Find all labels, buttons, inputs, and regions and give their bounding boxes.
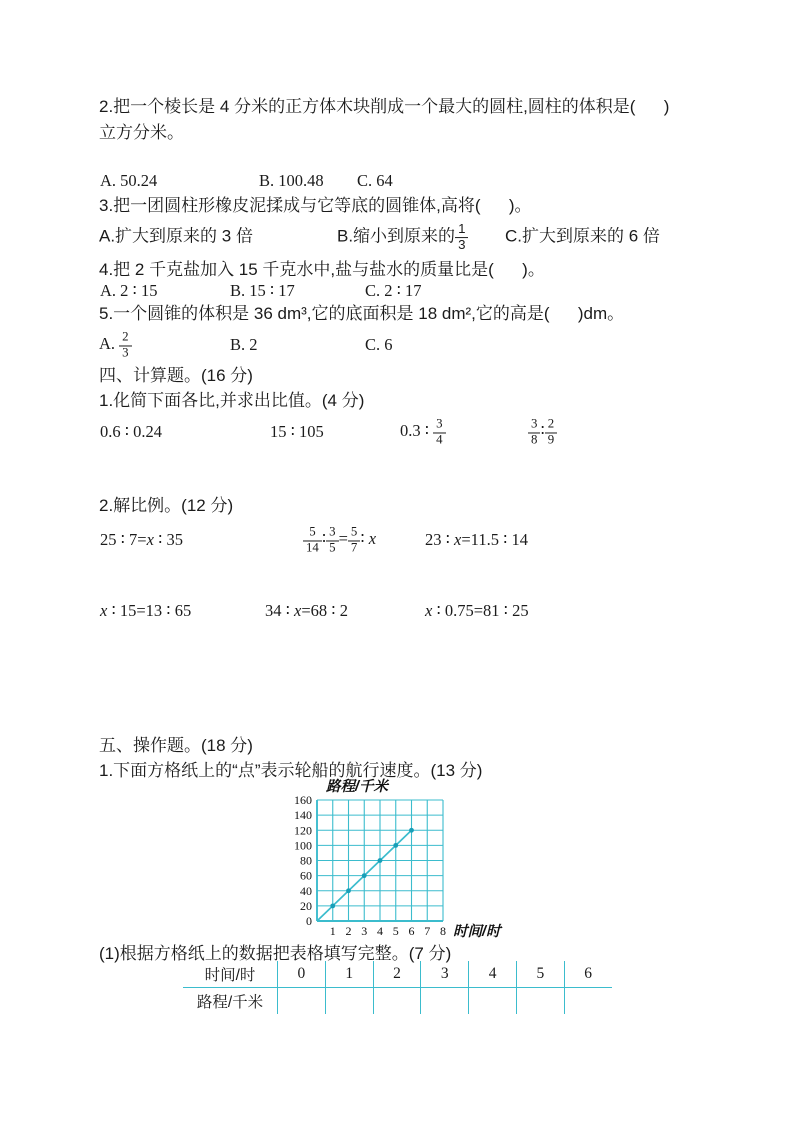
fraction: $\frac{1}{3}$: [455, 222, 468, 252]
section-5-sub1: (1)根据方格纸上的数据把表格填写完整。(7 分): [99, 944, 452, 963]
option-b: B. 2: [230, 335, 258, 354]
svg-text:5: 5: [392, 924, 399, 938]
ratio-item: 15 ∶ 105: [270, 422, 324, 441]
simplify-ratios-row: [99, 412, 739, 452]
table-cell: 4: [468, 961, 516, 987]
table-blank-cell: [420, 988, 468, 1014]
fraction: $\frac{2}{9}$: [545, 417, 557, 446]
question-4-options: [99, 277, 739, 305]
svg-text:60: 60: [300, 868, 312, 883]
svg-text:140: 140: [294, 808, 312, 823]
fraction: $\frac{5}{14}$: [303, 525, 322, 554]
svg-text:3: 3: [361, 924, 368, 938]
table-row-header: 路程/千米: [196, 994, 264, 1011]
fraction: $\frac{3}{4}$: [433, 417, 445, 446]
option-b: B. 15 ∶ 17: [230, 281, 295, 300]
section-5-q1: 1.下面方格纸上的“点”表示轮船的航行速度。(13 分): [99, 761, 483, 780]
table-cell: 5: [516, 961, 564, 987]
svg-text:路程/千米: 路程/千米: [326, 779, 389, 795]
svg-text:80: 80: [300, 853, 312, 868]
question-3-options: [99, 217, 739, 257]
table-blank-cell: [564, 988, 612, 1014]
table-cell: 2: [373, 961, 421, 987]
svg-text:0: 0: [306, 914, 312, 928]
question-5-options: [99, 325, 739, 365]
svg-text:2: 2: [345, 924, 352, 938]
fraction: $\frac{3}{8}$: [528, 417, 540, 446]
svg-text:120: 120: [294, 823, 312, 838]
option-a: A. $\frac{2}{3}$: [99, 330, 132, 359]
svg-text:1: 1: [329, 924, 336, 938]
speed-chart-svg: [283, 776, 583, 948]
question-5-text: 5.一个圆锥的体积是 36 dm³,它的底面积是 18 dm²,它的高是( )dm。: [99, 304, 625, 323]
table-blank-cell: [516, 988, 564, 1014]
fraction: $\frac{5}{7}$: [348, 525, 360, 554]
table-blank-cell: [468, 988, 516, 1014]
svg-text:40: 40: [300, 883, 312, 898]
svg-text:100: 100: [294, 838, 312, 853]
fraction: $\frac{2}{3}$: [119, 330, 131, 359]
option-a: A. 50.24: [100, 171, 158, 190]
section-4-q1: 1.化简下面各比,并求出比值。(4 分): [99, 391, 365, 410]
svg-text:160: 160: [294, 793, 312, 807]
section-5-title: 五、操作题。(18 分): [99, 736, 253, 755]
question-2-line1: 2.把一个棱长是 4 分米的正方体木块削成一个最大的圆柱,圆柱的体积是( ): [99, 97, 670, 116]
section-4-title: 四、计算题。(16 分): [99, 366, 253, 385]
svg-text:20: 20: [300, 898, 312, 913]
ratio-item: 0.6 ∶ 0.24: [100, 422, 163, 441]
table-blank-cell: [325, 988, 373, 1014]
svg-text:时间/时: 时间/时: [453, 924, 501, 940]
equation: 25 ∶ 7=x ∶ 35: [100, 530, 183, 549]
solve-proportion-row1: [99, 520, 739, 560]
table-row: [183, 988, 612, 1014]
svg-text:6: 6: [408, 924, 415, 938]
option-b: B. 100.48: [259, 171, 324, 190]
equation: $\frac{5}{14}$ ∶ $\frac{3}{5}$ = $\frac{5}{7}$ ∶ x: [303, 525, 376, 554]
table-row: [183, 961, 612, 988]
question-4-text: 4.把 2 千克盐加入 15 千克水中,盐与盐水的质量比是( )。: [99, 260, 545, 279]
solve-proportion-row2: [99, 595, 739, 627]
option-c: C. 64: [357, 171, 393, 190]
svg-text:8: 8: [440, 924, 446, 938]
table-row-header: 时间/时: [204, 967, 256, 984]
svg-text:4: 4: [377, 924, 383, 938]
ratio-item: $\frac{3}{8}$ ∶ $\frac{2}{9}$: [528, 417, 557, 446]
option-b: B.缩小到原来的 $\frac{1}{3}$: [337, 222, 468, 252]
fraction: $\frac{3}{5}$: [326, 525, 338, 554]
ratio-item: 0.3 ∶ $\frac{3}{4}$: [400, 417, 446, 446]
table-cell: 6: [564, 961, 612, 987]
table-cell: 1: [325, 961, 373, 987]
option-a: A. 2 ∶ 15: [100, 281, 158, 300]
question-3-text: 3.把一团圆柱形橡皮泥揉成与它等底的圆锥体,高将( )。: [99, 196, 532, 215]
equation: 23 ∶ x=11.5 ∶ 14: [425, 530, 528, 549]
table-cell: 0: [277, 961, 325, 987]
table-cell: 3: [420, 961, 468, 987]
table-blank-cell: [277, 988, 325, 1014]
table-blank-cell: [373, 988, 421, 1014]
option-c: C. 2 ∶ 17: [365, 281, 422, 300]
fill-in-table: [183, 961, 612, 1014]
equation: 34 ∶ x=68 ∶ 2: [265, 601, 348, 620]
equation: x ∶ 15=13 ∶ 65: [100, 601, 192, 620]
option-a: A.扩大到原来的 3 倍: [99, 226, 253, 246]
option-c: C. 6: [365, 335, 393, 354]
section-4-q2: 2.解比例。(12 分): [99, 496, 234, 515]
option-c: C.扩大到原来的 6 倍: [505, 226, 660, 246]
equation: x ∶ 0.75=81 ∶ 25: [425, 601, 529, 620]
speed-chart: [283, 776, 583, 948]
question-2-line2: 立方分米。: [99, 123, 184, 142]
svg-text:7: 7: [424, 924, 431, 938]
